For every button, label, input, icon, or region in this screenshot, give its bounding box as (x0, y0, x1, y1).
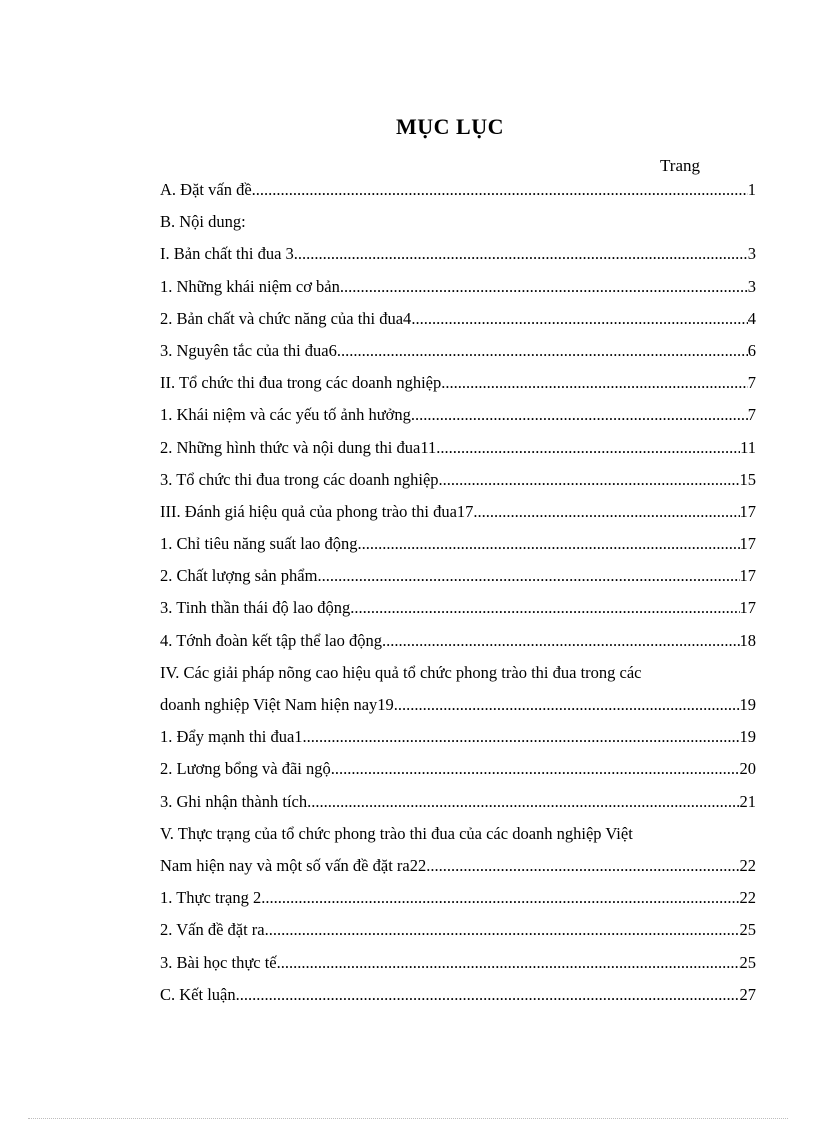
toc-entry[interactable] (160, 856, 756, 888)
toc-dot-leader (436, 438, 740, 458)
toc-entry[interactable] (160, 598, 756, 630)
toc-entry-text: I. Bản chất thi đua 3 (160, 244, 294, 264)
toc-entry-text: 2. Lương bổng và đãi ngộ (160, 759, 331, 779)
toc-dot-leader (358, 534, 740, 554)
toc-entry-page-number: 11 (740, 437, 756, 457)
toc-entry-text: IV. Các giải pháp nõng cao hiệu quả tổ chức phong trào thi đua trong các (160, 662, 642, 682)
toc-entry-text: 1. Đẩy mạnh thi đua1 (160, 727, 303, 747)
toc-dot-leader (294, 244, 748, 264)
toc-entry-text: C. Kết luận (160, 984, 236, 1004)
toc-dot-leader (261, 888, 739, 908)
page-column-label: Trang (660, 156, 700, 175)
toc-entry-page-number: 21 (739, 791, 756, 811)
toc-dot-leader (236, 985, 740, 1005)
toc-entry-page-number: 17 (739, 534, 756, 554)
toc-entry[interactable] (160, 953, 756, 985)
toc-entry-text: 2. Vấn đề đặt ra (160, 920, 265, 940)
toc-dot-leader (340, 277, 748, 297)
toc-entry[interactable] (160, 727, 756, 759)
toc-entry-page-number: 7 (747, 405, 756, 425)
toc-entry-text: B. Nội dung: (160, 212, 246, 232)
toc-entry[interactable] (160, 792, 756, 824)
toc-entry-text: II. Tổ chức thi đua trong các doanh nghiệp (160, 373, 442, 393)
toc-dot-leader (252, 180, 748, 200)
toc-entry[interactable] (160, 631, 756, 663)
toc-entry[interactable] (160, 566, 756, 598)
toc-entry-page-number: 27 (739, 984, 756, 1004)
toc-entry-page-number: 3 (747, 244, 756, 264)
toc-entry[interactable] (160, 695, 756, 727)
toc-entry-text: 3. Bài học thực tế (160, 952, 277, 972)
toc-entry-text: 2. Những hình thức và nội dung thi đua11 (160, 437, 437, 457)
toc-entry-text: 3. Tổ chức thi đua trong các doanh nghiệp (160, 469, 439, 489)
toc-entry-page-number: 19 (739, 727, 756, 747)
toc-dot-leader (439, 470, 740, 490)
toc-entry[interactable] (160, 212, 756, 244)
toc-dot-leader (473, 502, 739, 522)
toc-entry[interactable] (160, 180, 756, 212)
toc-entry[interactable] (160, 438, 756, 470)
toc-dot-leader (277, 953, 740, 973)
toc-dot-leader (411, 309, 747, 329)
toc-entry-page-number: 17 (739, 598, 756, 618)
toc-entry[interactable] (160, 502, 756, 534)
toc-entry[interactable] (160, 534, 756, 566)
toc-entry-page-number: 4 (747, 308, 756, 328)
toc-entry[interactable] (160, 405, 756, 437)
toc-entry-page-number: 15 (739, 469, 756, 489)
toc-entry-page-number: 25 (739, 952, 756, 972)
toc-entry-page-number: 1 (747, 180, 756, 199)
toc-entry-page-number: 7 (747, 373, 756, 393)
toc-entry[interactable] (160, 920, 756, 952)
toc-entry[interactable] (160, 341, 756, 373)
toc-dot-leader (411, 405, 748, 425)
toc-dot-leader (426, 856, 739, 876)
toc-dot-leader (317, 566, 739, 586)
footer-divider (28, 1118, 788, 1119)
toc-entry[interactable] (160, 244, 756, 276)
toc-dot-leader (441, 373, 747, 393)
toc-entry-page-number: 20 (739, 759, 756, 779)
toc-entry-page-number: 19 (739, 695, 756, 714)
toc-entry[interactable] (160, 277, 756, 309)
toc-entry-text: III. Đánh giá hiệu quả của phong trào thi đua17 (160, 501, 474, 521)
toc-entry-text: Nam hiện nay và một số vấn đề đặt ra22 (160, 855, 427, 875)
toc-entry-page-number: 17 (739, 501, 756, 521)
toc-entry[interactable] (160, 824, 756, 856)
toc-dot-leader (350, 598, 739, 618)
toc-entry-text: 1. Thực trạng 2 (160, 888, 262, 908)
toc-entry[interactable] (160, 888, 756, 920)
toc-entry[interactable] (160, 373, 756, 405)
toc-entry-text: 3. Ghi nhận thành tích (160, 791, 308, 811)
toc-entry[interactable] (160, 759, 756, 791)
toc-dot-leader (394, 695, 740, 715)
toc-entry-text: 2. Bản chất và chức năng của thi đua4 (160, 308, 412, 328)
toc-title: MỤC LỤC (396, 114, 504, 139)
toc-entry-page-number: 6 (747, 340, 756, 360)
toc-entry[interactable] (160, 985, 756, 1017)
toc-entry[interactable] (160, 470, 756, 502)
toc-dot-leader (331, 759, 740, 779)
toc-entry-text: 3. Nguyên tắc của thi đua6 (160, 340, 337, 360)
toc-entry[interactable] (160, 663, 756, 695)
toc-entry-page-number: 17 (739, 566, 756, 586)
toc-entry-page-number: 25 (739, 920, 756, 940)
toc-entry-page-number: 22 (739, 855, 756, 875)
toc-entry-page-number: 22 (739, 888, 756, 908)
toc-entry-text: 1. Khái niệm và các yếu tố ảnh hưởng (160, 405, 411, 425)
toc-dot-leader (382, 631, 740, 651)
toc-dot-leader (265, 920, 740, 940)
toc-entry[interactable] (160, 309, 756, 341)
toc-entry-text: 3. Tinh thần thái độ lao động (160, 598, 351, 618)
toc-entry-text: doanh nghiệp Việt Nam hiện nay19 (160, 695, 394, 714)
toc-entry-text: 2. Chất lượng sản phẩm (160, 566, 318, 586)
toc-entry-text: V. Thực trạng của tổ chức phong trào thi đua của các doanh nghiệp Việt (160, 823, 633, 843)
toc-entry-text: 4. Tớnh đoàn kết tập thể lao động (160, 630, 382, 650)
toc-entry-page-number: 18 (739, 630, 756, 650)
toc-dot-leader (307, 792, 739, 812)
toc-entry-text: 1. Những khái niệm cơ bản (160, 276, 340, 296)
toc-entry-text: 1. Chỉ tiêu năng suất lao động (160, 534, 358, 554)
toc-entry-text: A. Đặt vấn đề (160, 180, 252, 199)
toc-dot-leader (337, 341, 748, 361)
toc-entry-page-number: 3 (747, 276, 756, 296)
toc-dot-leader (303, 727, 740, 747)
table-of-contents (160, 180, 756, 1017)
